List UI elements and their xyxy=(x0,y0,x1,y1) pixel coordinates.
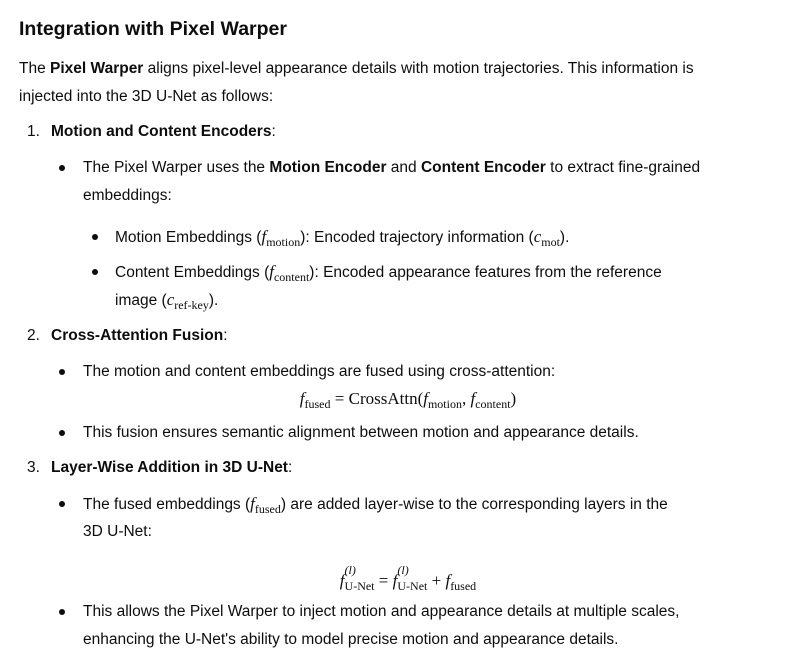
math-symbol: f xyxy=(339,571,345,590)
list-number-1: 1. xyxy=(27,123,40,140)
bullet-dot xyxy=(59,501,65,507)
bullet-3-1-line-2: 3D U-Net: xyxy=(83,523,152,540)
math-operator: = xyxy=(330,389,349,408)
bullet-text: The fused embeddings ( xyxy=(83,496,251,513)
sub-bullet-content-line-2 xyxy=(115,289,218,312)
math-subscript: content xyxy=(273,270,310,284)
bullet-3-2-line-1: This allows the Pixel Warper to inject motion and appearance details at multiple scales, xyxy=(83,603,680,620)
math-subscript: U-Net xyxy=(344,579,375,593)
math-subscript: motion xyxy=(266,235,301,249)
bullet-2-2: This fusion ensures semantic alignment between motion and appearance details. xyxy=(83,424,639,441)
sub-bullet-text: Content Embeddings ( xyxy=(115,264,270,281)
sub-bullet-text: Motion Embeddings ( xyxy=(115,229,262,246)
math-supsub xyxy=(345,565,375,599)
section-title: Integration with Pixel Warper xyxy=(19,18,287,40)
math-superscript: (l) xyxy=(344,563,356,577)
math-symbol: f xyxy=(250,494,255,513)
heading-text: Motion and Content Encoders xyxy=(51,123,272,140)
equation-layer-addition xyxy=(12,565,792,599)
sub-bullet-motion xyxy=(115,226,569,249)
math-inline xyxy=(533,227,560,249)
math-symbol: c xyxy=(533,227,542,246)
math-superscript: (l) xyxy=(397,563,409,577)
math-symbol: f xyxy=(445,571,451,590)
bullet-2-1: The motion and content embeddings are fused using cross-attention: xyxy=(83,363,556,380)
sub-bullet-content-line-1 xyxy=(115,261,662,284)
intro-line-2: injected into the 3D U-Net as follows: xyxy=(19,88,274,105)
sub-bullet-dot xyxy=(92,269,98,275)
math-inline xyxy=(269,262,310,284)
sub-bullet-text: ). xyxy=(208,292,219,309)
bold-term: Content Encoder xyxy=(420,159,546,176)
math-function: CrossAttn( xyxy=(348,389,424,408)
heading-suffix: : xyxy=(223,327,228,344)
math-operator: ) xyxy=(510,389,517,408)
bullet-text: to extract fine-grained xyxy=(545,159,701,176)
sub-bullet-dot xyxy=(92,234,98,240)
sub-bullet-text: image ( xyxy=(115,292,167,309)
list-number-3: 3. xyxy=(27,459,40,476)
equation-cross-attention xyxy=(12,386,792,412)
math-operator: + xyxy=(427,571,446,590)
math-symbol: f xyxy=(423,389,428,408)
bullet-1-1-line-2: embeddings: xyxy=(83,187,172,204)
bold-term: Motion Encoder xyxy=(269,159,387,176)
math-subscript: fused xyxy=(450,579,477,593)
bullet-text: The Pixel Warper uses the xyxy=(83,159,270,176)
list-heading-3 xyxy=(51,457,292,479)
math-symbol: c xyxy=(166,290,175,309)
bullet-3-2-line-2: enhancing the U-Net's ability to model precise motion and appearance details. xyxy=(83,631,619,648)
math-subscript: mot xyxy=(541,235,560,249)
math-subscript: motion xyxy=(427,397,462,411)
math-subscript: fused xyxy=(254,502,281,516)
heading-text: Cross-Attention Fusion xyxy=(51,327,224,344)
bullet-text: and xyxy=(386,159,421,176)
bullet-3-1-line-1 xyxy=(83,493,668,516)
intro-text-rest: aligns pixel-level appearance details with motion trajectories. This information is xyxy=(143,60,694,77)
math-symbol: f xyxy=(470,389,476,408)
math-operator: , xyxy=(461,389,471,408)
list-heading-2 xyxy=(51,325,228,347)
math-symbol: f xyxy=(261,227,267,246)
math-inline xyxy=(261,227,301,249)
intro-bold: Pixel Warper xyxy=(50,60,144,77)
intro-text: The xyxy=(19,60,51,77)
bullet-text: ) are added layer-wise to the corresponding layers in the xyxy=(280,496,668,513)
bullet-dot xyxy=(59,430,65,436)
math-supsub xyxy=(397,565,427,599)
math-subscript: fused xyxy=(304,397,331,411)
math-subscript: content xyxy=(475,397,511,411)
list-heading-1 xyxy=(51,121,276,143)
bullet-dot xyxy=(59,369,65,375)
list-number-2: 2. xyxy=(27,327,40,344)
bullet-dot xyxy=(59,609,65,615)
intro-line-1 xyxy=(19,58,694,80)
heading-suffix: : xyxy=(271,123,276,140)
math-subscript: U-Net xyxy=(397,579,428,593)
heading-text: Layer-Wise Addition in 3D U-Net xyxy=(51,459,288,476)
math-inline xyxy=(250,494,281,516)
sub-bullet-text: ): Encoded trajectory information ( xyxy=(300,229,534,246)
math-symbol: f xyxy=(269,262,274,281)
math-operator: = xyxy=(374,571,393,590)
heading-suffix: : xyxy=(287,459,293,476)
math-symbol: f xyxy=(299,389,305,408)
bullet-dot xyxy=(59,165,65,171)
math-inline xyxy=(166,290,209,312)
sub-bullet-text: ). xyxy=(559,229,570,246)
math-symbol: f xyxy=(392,571,398,590)
math-subscript: ref-key xyxy=(174,298,209,312)
bullet-1-1-line-1 xyxy=(83,157,700,179)
sub-bullet-text: ): Encoded appearance features from the reference xyxy=(309,264,662,281)
